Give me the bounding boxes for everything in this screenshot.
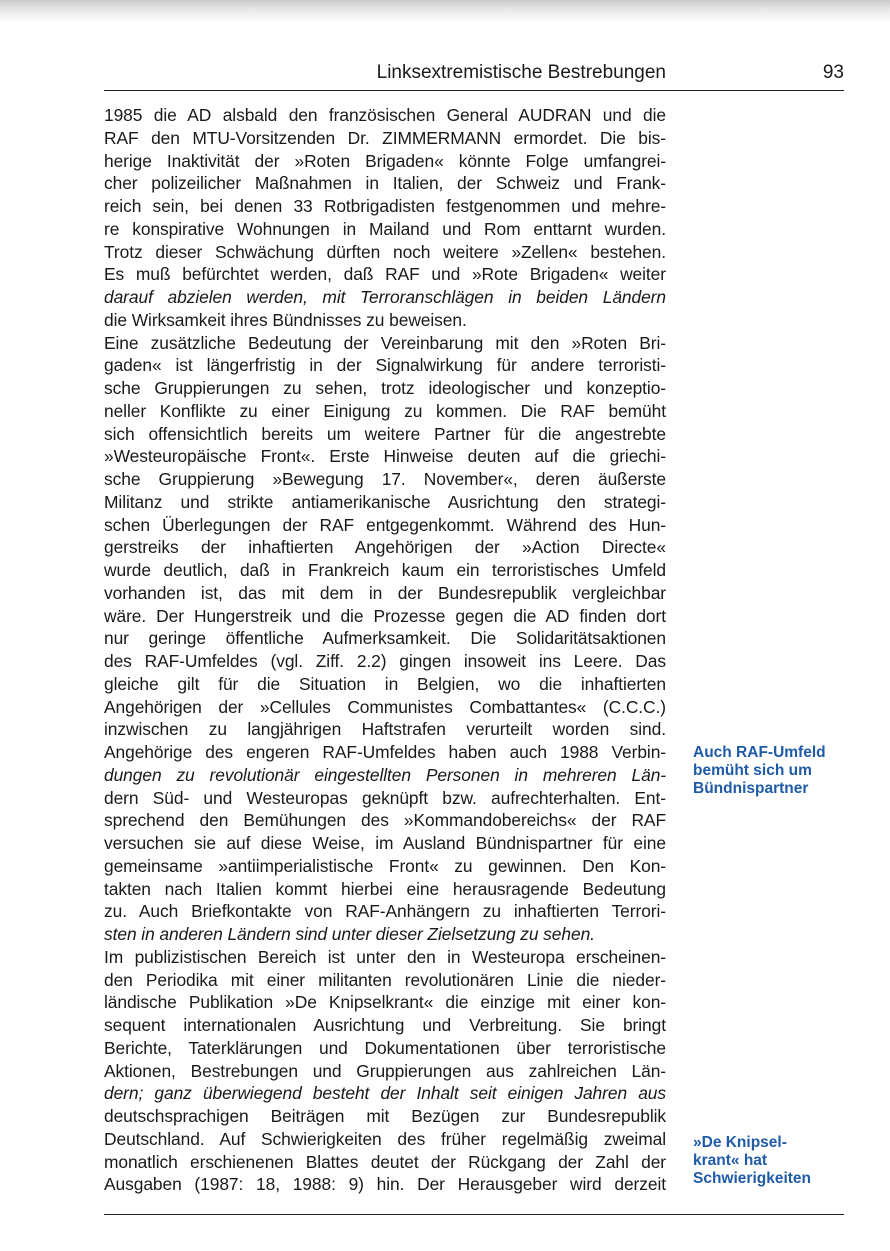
text-line: neller Konflikte zu einer Einigung zu kommen. Die RAF bemüht: [104, 400, 666, 421]
text-line: Es muß befürchtet werden, daß RAF und »Rote Brigaden« weiter: [104, 264, 666, 285]
text-line: Deutschland. Auf Schwierigkeiten des früher regelmäßig zweimal: [104, 1128, 666, 1149]
text-line: monatlich erschienenen Blattes deutet der Rückgang der Zahl der: [104, 1151, 666, 1172]
text-line: Im publizistischen Bereich ist unter den in Westeuropa erscheinen-: [104, 946, 666, 967]
text-line: Militanz und strikte antiamerikanische Ausrichtung den strategi-: [104, 491, 666, 512]
text-line: sche Gruppierung »Bewegung 17. November«, deren äußerste: [104, 469, 666, 489]
text-line: sprechend den Bemühungen des »Kommandobereichs« der RAF: [104, 810, 666, 831]
text-line: nur geringe öffentliche Aufmerksamkeit. Die Solidaritätsaktionen: [104, 628, 666, 649]
text-line: Aktionen, Bestrebungen und Gruppierungen aus zahlreichen Län-: [104, 1060, 666, 1081]
text-line: sequent internationalen Ausrichtung und Verbreitung. Sie bringt: [104, 1015, 666, 1035]
footer-rule: [104, 1214, 844, 1215]
text-line: sten in anderen Ländern sind unter dieser Zielsetzung zu sehen.: [104, 924, 595, 944]
text-line: dern Süd- und Westeuropas geknüpft bzw. aufrechterhalten. Ent-: [104, 787, 666, 808]
text-line: versuchen sie auf diese Weise, im Ausland Bündnispartner für eine: [104, 833, 666, 853]
text-line: re konspirative Wohnungen in Mailand und Rom enttarnt wurden.: [104, 218, 666, 239]
text-line: deutschsprachigen Beiträgen mit Bezügen zur Bundesrepublik: [104, 1106, 666, 1126]
text-line: gerstreiks der inhaftierten Angehörigen der »Action Directe«: [104, 537, 666, 558]
text-line: sich offensichtlich bereits um weitere Partner für die angestrebte: [104, 423, 666, 444]
text-line: vorhanden ist, das mit dem in der Bundesrepublik vergleichbar: [104, 582, 666, 603]
margin-note-knipselkrant: [693, 1134, 843, 1188]
text-line: Angehörigen der »Cellules Communistes Combattantes« (C.C.C.): [104, 696, 666, 717]
text-line: dern; ganz überwiegend besteht der Inhalt seit einigen Jahren aus: [104, 1083, 666, 1104]
scan-shadow: [0, 0, 890, 22]
text-line: zu. Auch Briefkontakte von RAF-Anhängern zu inhaftierten Terrori-: [104, 901, 666, 922]
text-line: sche Gruppierungen zu sehen, trotz ideologischer und konzeptio-: [104, 378, 666, 398]
text-line: herige Inaktivität der »Roten Brigaden« könnte Folge umfangrei-: [104, 150, 666, 171]
text-line: die Wirksamkeit ihres Bündnisses zu beweisen.: [104, 309, 467, 330]
running-title: Linksextremistische Bestrebungen: [376, 62, 666, 83]
text-line: ländische Publikation »De Knipselkrant« die einzige mit einer kon-: [104, 992, 666, 1013]
margin-note-line: Auch RAF-Umfeld: [693, 744, 826, 761]
margin-note-line: Bündnispartner: [693, 780, 809, 797]
page-number: 93: [822, 62, 844, 83]
text-line: takten nach Italien kommt hierbei eine herausragende Bedeutung: [104, 878, 666, 899]
text-line: gemeinsame »antiimperialistische Front« zu gewinnen. Den Kon-: [104, 855, 666, 876]
text-line: schen Überlegungen der RAF entgegenkommt. Während des Hun-: [104, 514, 666, 535]
margin-note-line: bemüht sich um: [693, 762, 812, 779]
text-line: RAF den MTU-Vorsitzenden Dr. ZIMMERMANN ermordet. Die bis-: [104, 127, 666, 148]
text-line: wäre. Der Hungerstreik und die Prozesse gegen die AD finden dort: [104, 605, 666, 626]
header-rule: [104, 90, 844, 91]
body-text: [104, 104, 666, 1196]
text-line: inzwischen zu langjährigen Haftstrafen verurteilt worden sind.: [104, 719, 666, 740]
text-line: Ausgaben (1987: 18, 1988: 9) hin. Der Herausgeber wird derzeit: [104, 1174, 666, 1195]
page-header: [104, 60, 844, 90]
text-line: des RAF-Umfeldes (vgl. Ziff. 2.2) gingen insoweit ins Leere. Das: [104, 651, 666, 671]
text-line: Eine zusätzliche Bedeutung der Vereinbarung mit den »Roten Bri-: [104, 332, 666, 353]
text-line: dungen zu revolutionär eingestellten Personen in mehreren Län-: [104, 764, 666, 785]
text-line: gleiche gilt für die Situation in Belgien, wo die inhaftierten: [104, 673, 666, 694]
text-line: Trotz dieser Schwächung dürften noch weitere »Zellen« bestehen.: [104, 241, 666, 262]
text-line: 1985 die AD alsbald den französischen General AUDRAN und die: [104, 105, 666, 125]
text-line: gaden« ist längerfristig in der Signalwirkung für andere terroristi-: [104, 355, 666, 376]
margin-note-line: »De Knipsel-: [693, 1134, 787, 1151]
text-line: wurde deutlich, daß in Frankreich kaum ein terroristisches Umfeld: [104, 560, 666, 580]
margin-note-raf-umfeld: [693, 744, 843, 798]
text-line: Berichte, Taterklärungen und Dokumentationen über terroristische: [104, 1037, 666, 1058]
text-line: cher polizeilicher Maßnahmen in Italien, der Schweiz und Frank-: [104, 173, 666, 194]
text-line: reich sein, bei denen 33 Rotbrigadisten festgenommen und mehre-: [104, 196, 666, 216]
text-line: darauf abzielen werden, mit Terroranschlägen in beiden Ländern: [104, 287, 666, 307]
margin-note-line: krant« hat: [693, 1152, 768, 1169]
text-line: den Periodika mit einer militanten revolutionären Linie die nieder-: [104, 969, 666, 990]
margin-note-line: Schwierigkeiten: [693, 1170, 812, 1187]
text-line: »Westeuropäische Front«. Erste Hinweise deuten auf die griechi-: [104, 446, 666, 467]
text-line: Angehörige des engeren RAF-Umfeldes haben auch 1988 Verbin-: [104, 742, 666, 762]
